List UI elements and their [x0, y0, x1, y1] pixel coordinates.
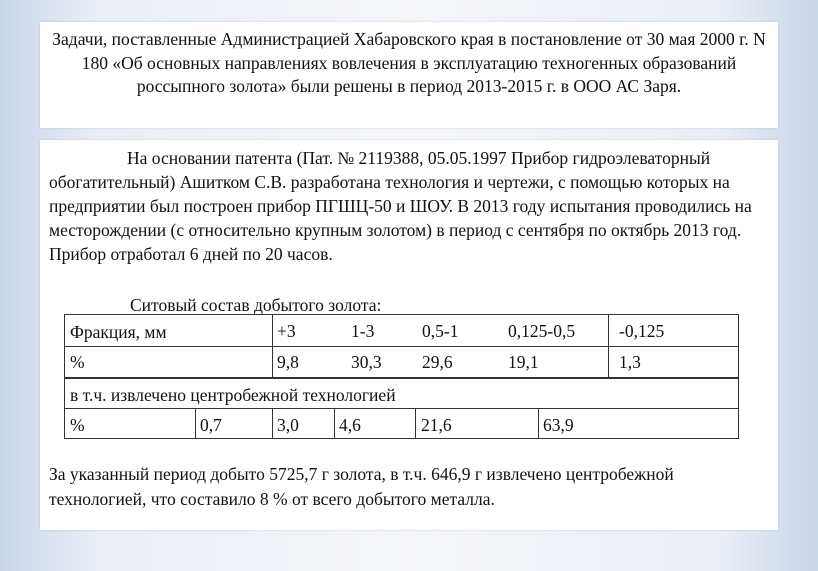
centrifugal-row-cell: 21,6	[421, 415, 452, 435]
title-panel	[40, 22, 778, 128]
slide-title: Задачи, поставленные Администрацией Хабаровского края в постановление от 30 мая 2000 г. N 180 «Об основных направлениях вовлечения в эксплуатацию техногенных образований россыпного золота» были решены в период 2013-2015 г. в ООО АС Заря.	[52, 29, 766, 96]
content-panel	[40, 140, 778, 530]
centrifugal-row-cell: 0,7	[200, 415, 222, 435]
fraction-row-cell: 9,8	[277, 352, 299, 372]
centrifugal-row-cell: 63,9	[543, 415, 574, 435]
table-divider	[608, 314, 609, 378]
table-divider	[64, 346, 739, 347]
table-divider	[195, 408, 196, 439]
fraction-header-cell: +3	[277, 321, 296, 341]
table-divider	[64, 408, 739, 409]
intro-paragraph: На основании патента (Пат. № 2119388, 05.05.1997 Прибор гидроэлеваторный обогатительный) Ашитком С.В. разработана технология и чертежи, с помощью которых на предприятии был построен прибор ПГШЦ-50 и ШОУ. В 2013 году испытания проводились на месторождении (с относительно крупным золотом) в период с сентября по октябрь 2013 год. Прибор отработал 6 дней по 20 часов.	[49, 148, 752, 264]
centrifugal-row-cell: 4,6	[339, 415, 361, 435]
table-divider	[334, 408, 335, 439]
fraction-header-cell: 1-3	[351, 321, 375, 341]
centrifugal-caption: в т.ч. извлечено центробежной технологией	[70, 385, 396, 405]
table-divider	[272, 408, 273, 439]
centrifugal-row-cell: 3,0	[277, 415, 299, 435]
summary-paragraph: За указанный период добыто 5725,7 г золота, в т.ч. 646,9 г извлечено центробежной технологией, что составило 8 % от всего добытого металла.	[49, 464, 674, 509]
table-divider	[415, 408, 416, 439]
table-divider	[272, 314, 273, 378]
sieve-composition-heading: Ситовый состав добытого золота:	[130, 295, 382, 315]
fraction-row-cell: 30,3	[351, 352, 382, 372]
fraction-row-cell: 1,3	[619, 352, 641, 372]
fraction-header-cell: 0,125-0,5	[508, 321, 576, 341]
centrifugal-row-label: %	[70, 415, 85, 435]
fraction-row-label: %	[70, 352, 85, 372]
fraction-header-cell: -0,125	[619, 321, 665, 341]
fraction-row-cell: 19,1	[508, 352, 539, 372]
fraction-header-cell: 0,5-1	[422, 321, 459, 341]
fraction-row-cell: 29,6	[422, 352, 453, 372]
table-divider	[538, 408, 539, 439]
fraction-header-label: Фракция, мм	[70, 322, 167, 342]
